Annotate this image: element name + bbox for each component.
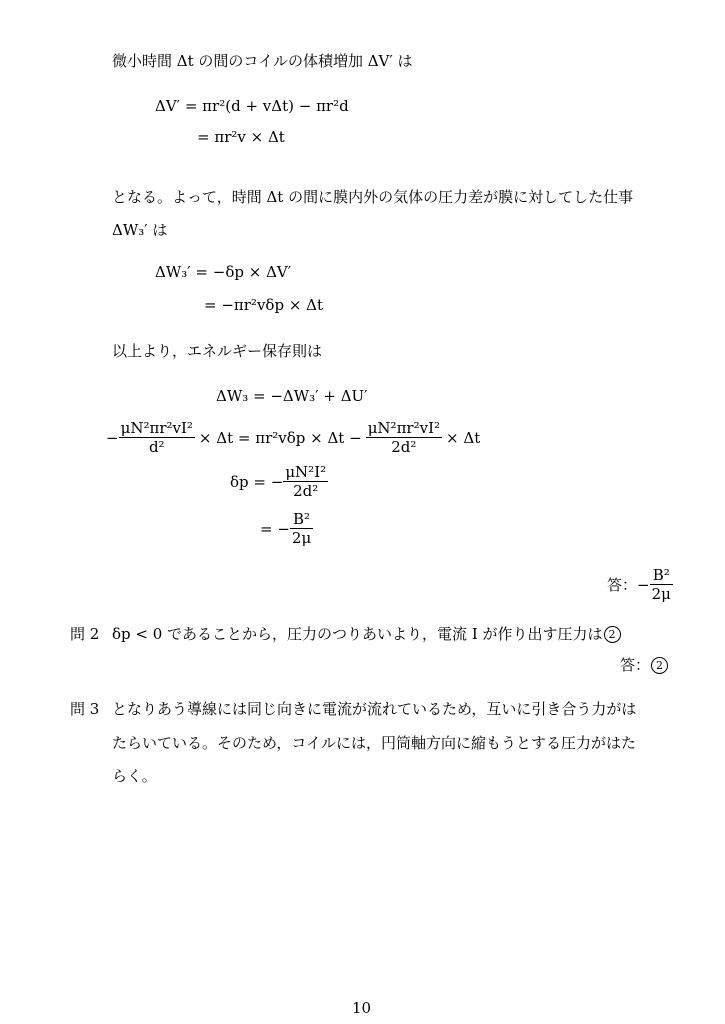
eq2-line1: ΔW₃′ = −δp × ΔV′ [155,263,292,281]
q3-line3: らく。 [112,767,157,785]
answer1-den: 2μ [651,585,671,603]
answer1 [607,566,673,603]
sec3-intro: 以上より，エネルギー保存則は [112,342,323,360]
eq3d-num: B² [293,510,311,528]
eq3-line2 [106,419,480,456]
eq3-end: × Δt [446,428,481,447]
q2-label: 問 2 [70,625,100,643]
eq3-frac1-num: μN²πr²vI² [120,419,193,437]
eq3c-den: 2d² [283,481,328,500]
sec2-line2: ΔW₃′ は [112,221,168,239]
eq3c-lhs: δp = − [230,472,284,491]
q2-answer-label: 答： [620,656,651,674]
page-number: 10 [352,999,372,1017]
answer1-frac [650,566,673,603]
eq3c-frac [283,463,328,500]
eq3-frac2-num: μN²πr²vI² [367,419,441,437]
eq3-line3 [230,463,328,500]
q2-circled-2: 2 [604,626,621,643]
eq1-line2: = πr²v × Δt [197,128,285,146]
q3-line2: たらいている。そのため，コイルには，円筒軸方向に縮もうとする圧力がはた [112,734,636,752]
q3-line1: となりあう導線には同じ向きに電流が流れているため，互いに引き合う力がは [112,700,637,718]
eq3d-den: 2μ [291,529,312,547]
eq3d-frac [290,510,313,547]
eq3-frac2 [366,419,442,456]
eq3-mid: × Δt = πr²vδp × Δt − [198,428,362,447]
eq3d-lhs: = − [260,519,290,538]
answer1-label: 答：− [607,575,650,594]
q2-text: δp < 0 であることから，圧力のつりあいより，電流 I が作り出す圧力は [112,625,603,643]
eq3-frac1 [119,419,195,456]
eq3-frac2-den: 2d² [366,437,442,456]
eq3-sign: − [106,428,119,447]
q2-line [112,624,621,644]
q3-label: 問 3 [70,700,100,718]
eq3-frac1-den: d² [119,437,195,456]
q2-answer [620,655,668,675]
eq2-line2: = −πr²vδp × Δt [204,296,324,314]
answer1-num: B² [652,566,670,584]
sec1-intro: 微小時間 Δt の間のコイルの体積増加 ΔV′ は [112,52,413,70]
eq1-line1: ΔV′ = πr²(d + vΔt) − πr²d [155,97,349,115]
eq3-line4 [260,510,313,547]
sec2-line1: となる。よって，時間 Δt の間に膜内外の気体の圧力差が膜に対してした仕事 [112,188,634,206]
eq3-line1: ΔW₃ = −ΔW₃′ + ΔU′ [216,387,368,405]
q2-answer-circled-2: 2 [651,657,668,674]
eq3c-num: μN²I² [285,463,327,481]
